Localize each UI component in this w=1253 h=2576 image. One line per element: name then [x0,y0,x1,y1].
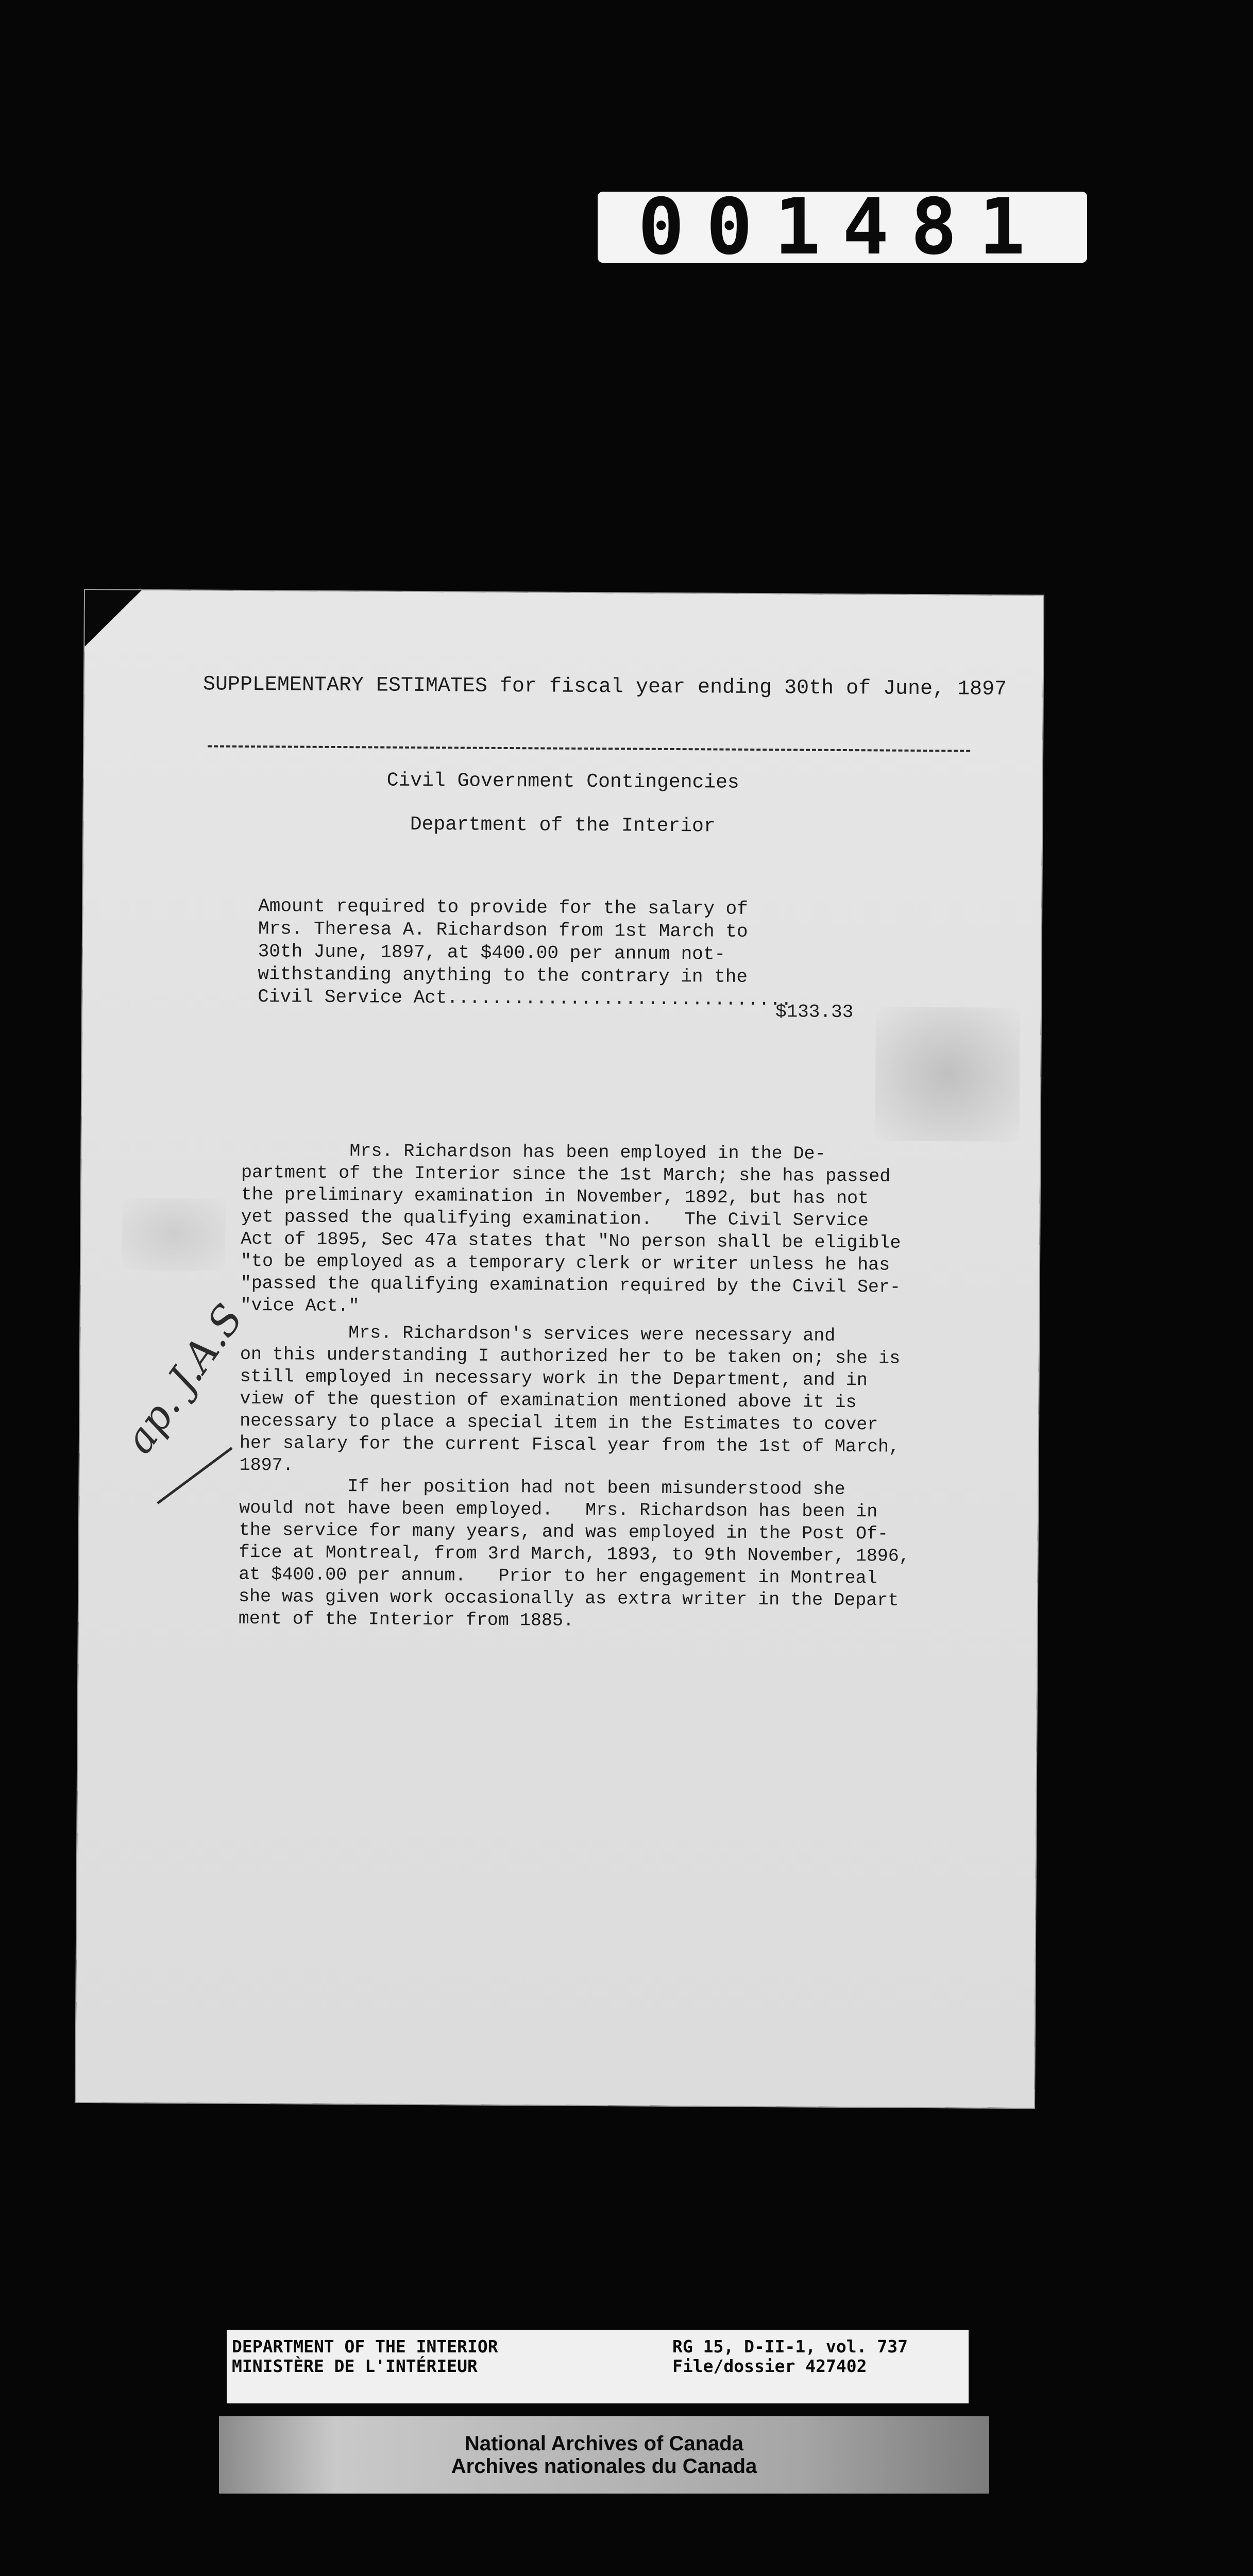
department-name-en: DEPARTMENT OF THE INTERIOR [232,2336,498,2357]
handwritten-stroke [157,1447,232,1504]
department-name-fr: MINISTÈRE DE L'INTÉRIEUR [232,2356,478,2376]
archive-references [672,2337,908,2376]
torn-corner [84,590,142,647]
document-page [76,590,1043,2108]
estimate-item-text: Amount required to provide for the salary of Mrs. Theresa A. Richardson from 1st March to 30th June, 1897, at $400.00 per annum not- withstanding anything to the contrary in the Civil Service Act............................... [258,895,792,1011]
estimate-amount: $133.33 [775,1001,854,1023]
paragraph-2: Mrs. Richardson's services were necessary and on this understanding I authorized her to be taken on; she is still employed in necessary work in the Department, and in view of the question of examination mentioned above it is necessary to place a special item in the Estimates to cover her salary for the current Fiscal year from the 1st of March, 1897. [239,1321,901,1476]
handwritten-initials: ap. J.A.S [115,1296,252,1462]
archives-name-fr: Archives nationales du Canada [451,2455,757,2478]
frame-number-label: 001481 [598,192,1087,263]
archive-reference-label [227,2330,969,2403]
paragraph-1: Mrs. Richardson has been employed in the De- partment of the Interior since the 1st March; she has passed the preliminary examination in November, 1892, but has not yet passed the qualifying examination. The Civil Service Act of 1895, Sec 47a states that "No person shall be eligible "to be employed as a temporary clerk or writer unless he has "passed the qualifying examination required by the Civil Ser- "vice Act." [240,1140,901,1317]
national-archives-band [219,2416,989,2494]
section-title: Civil Government Contingencies [386,769,739,794]
paragraph-3: If her position had not been misunderstood she would not have been employed. Mrs. Richardson has been in the service for many years, and was employed in the Post Of- fice at Montreal, from 3rd March, 1893, to 9th November, 1896, at $400.00 per annum. Prior to her engagement in Montreal she was given work occasionally as extra writer in the Depart ment of the Interior from 1885. [238,1475,910,1631]
dashed-divider [208,745,970,752]
department-title: Department of the Interior [410,813,716,838]
document-heading: SUPPLEMENTARY ESTIMATES for fiscal year ending 30th of June, 1897 [202,673,1007,701]
archives-name-en: National Archives of Canada [465,2432,743,2455]
record-group-reference: RG 15, D-II-1, vol. 737 [672,2336,908,2357]
department-names [232,2337,498,2376]
file-reference: File/dossier 427402 [672,2356,867,2376]
